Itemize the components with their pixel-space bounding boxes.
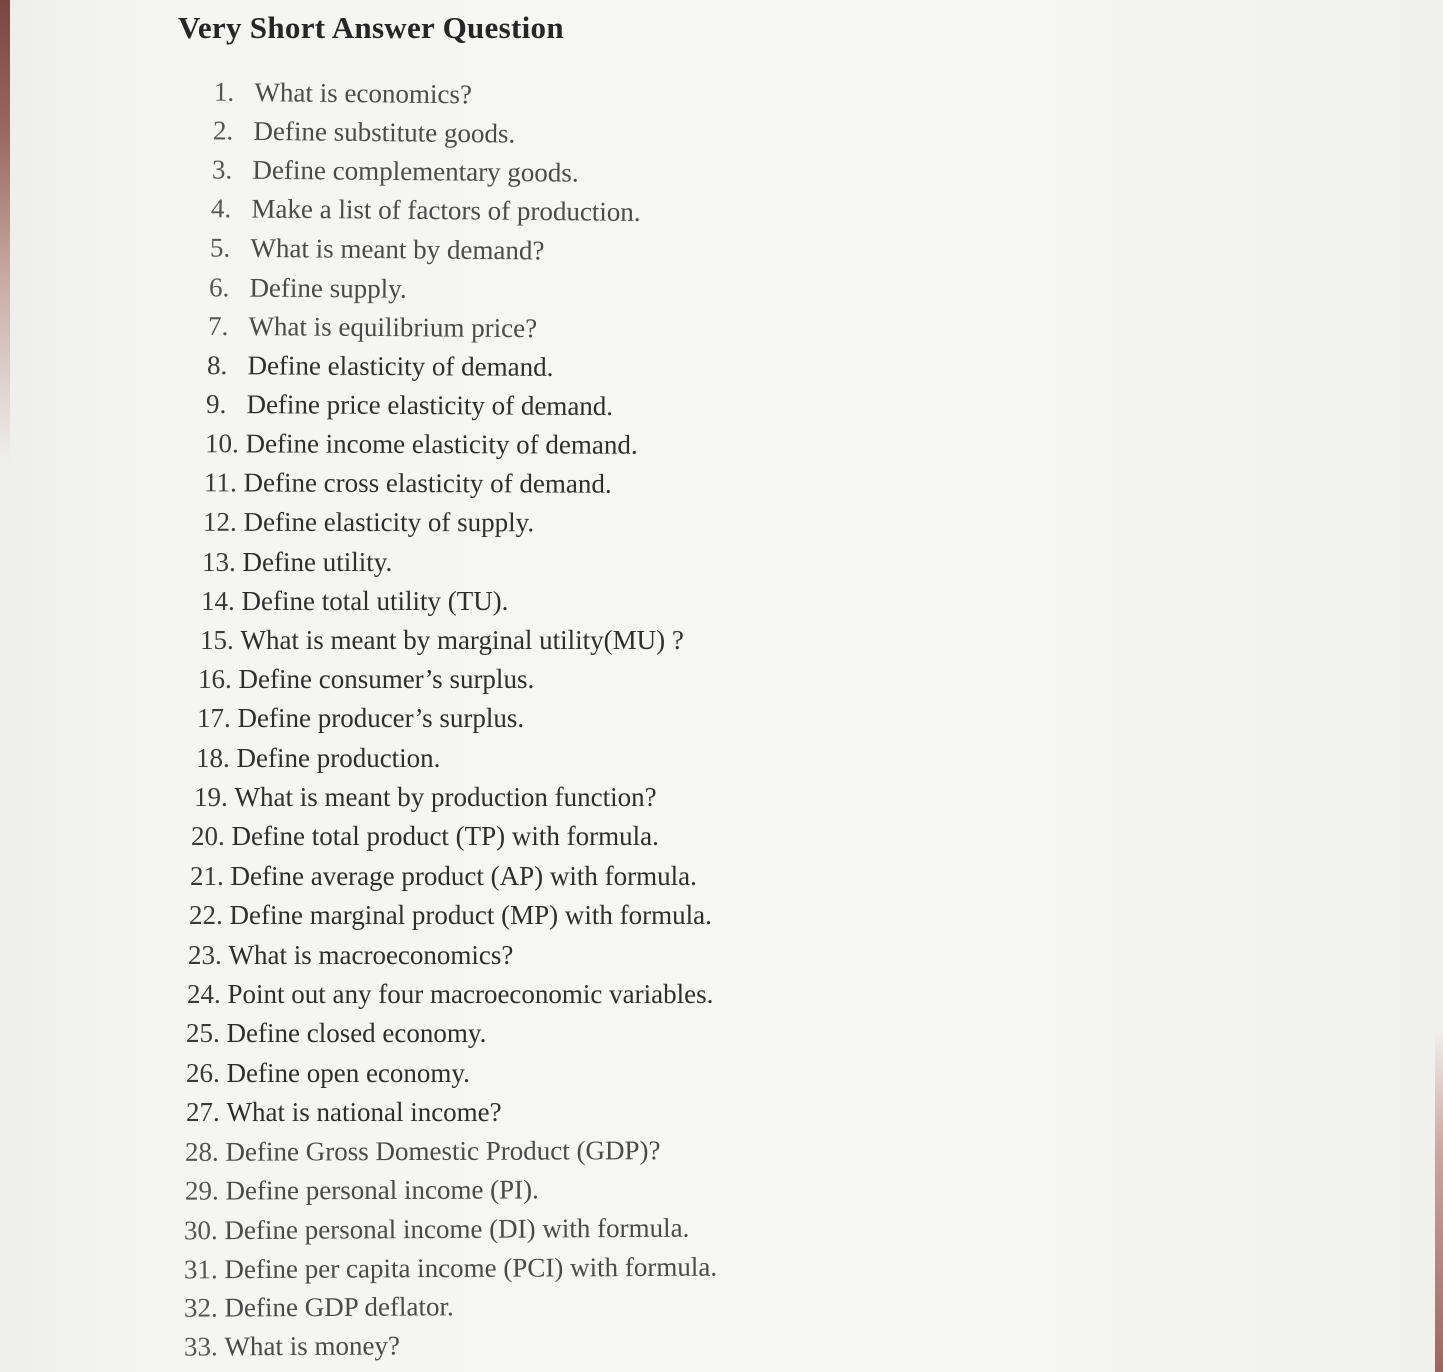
question-text: Define total product (TP) with formula. [231, 821, 659, 851]
question-text: Define production. [236, 743, 441, 773]
question-text: Define consumer’s surplus. [238, 664, 535, 694]
question-item [198, 663, 534, 695]
question-number: 6. [208, 272, 230, 303]
question-text: What is economics? [254, 77, 473, 110]
question-item [184, 1251, 717, 1286]
question-number: 23. [188, 940, 222, 970]
question-number: 13. [202, 547, 236, 577]
question-text: What is money? [224, 1330, 401, 1362]
question-item [204, 466, 612, 499]
question-item [184, 1290, 454, 1323]
question-number: 18. [196, 743, 230, 773]
question-text: Define supply. [249, 272, 407, 304]
question-text: What is macroeconomics? [228, 940, 514, 970]
question-number: 24. [187, 979, 221, 1009]
question-item [208, 310, 537, 344]
question-text: Define personal income (PI). [225, 1174, 539, 1206]
question-item [186, 1057, 470, 1089]
question-item [201, 585, 508, 617]
question-item [211, 192, 641, 228]
question-text: Define GDP deflator. [224, 1291, 454, 1323]
question-number: 5. [209, 232, 231, 263]
question-number: 28. [184, 1136, 219, 1167]
question-number: 3. [211, 154, 233, 185]
question-text: Define complementary goods. [252, 154, 579, 188]
question-number: 4. [210, 193, 232, 224]
question-number: 25. [186, 1018, 220, 1048]
question-number: 27. [186, 1097, 220, 1127]
question-text: Define personal income (DI) with formula. [224, 1212, 690, 1246]
question-text: Define closed economy. [226, 1018, 487, 1048]
question-item [185, 1134, 661, 1168]
page-left-edge-shadow [0, 0, 10, 460]
question-text: What is meant by production function? [234, 782, 657, 812]
question-number: 10. [204, 428, 239, 459]
question-text: Define Gross Domestic Product (GDP)? [225, 1135, 661, 1167]
question-number: 17. [197, 703, 231, 733]
question-number: 21. [190, 861, 224, 891]
question-item [202, 546, 392, 578]
question-number: 8. [206, 350, 228, 381]
question-number: 30. [183, 1215, 218, 1246]
question-text: Define cross elasticity of demand. [243, 467, 612, 499]
question-number: 33. [183, 1331, 218, 1362]
question-text: Define elasticity of supply. [243, 506, 535, 538]
question-number: 14. [201, 586, 235, 616]
question-text: Define utility. [242, 547, 393, 577]
question-text: What is equilibrium price? [248, 311, 538, 344]
question-item [213, 114, 516, 149]
question-text: Define per capita income (PCI) with formula. [224, 1251, 718, 1285]
question-number: 12. [202, 506, 237, 537]
question-item [197, 702, 524, 734]
question-text: Define producer’s surplus. [237, 703, 525, 733]
question-item [186, 1096, 502, 1128]
question-text: What is meant by demand? [250, 232, 545, 266]
question-number: 19. [194, 782, 228, 812]
question-item [200, 624, 684, 656]
question-text: Point out any four macroeconomic variables. [227, 979, 714, 1009]
question-item [212, 153, 579, 188]
question-number: 11. [203, 467, 237, 498]
question-item [186, 1017, 486, 1049]
question-text: Define marginal product (MP) with formula. [229, 900, 712, 930]
question-number: 7. [207, 310, 229, 341]
question-item [191, 820, 659, 852]
question-item [194, 781, 657, 813]
question-number: 1. [213, 76, 235, 107]
question-item [196, 742, 440, 774]
question-item [210, 232, 545, 267]
question-item [184, 1329, 400, 1362]
question-number: 20. [191, 821, 225, 851]
question-item [187, 978, 713, 1010]
question-number: 2. [212, 115, 234, 146]
question-number: 16. [198, 664, 232, 694]
question-text: Define elasticity of demand. [247, 350, 554, 382]
question-text: Make a list of factors of production. [251, 193, 641, 227]
question-text: Define average product (AP) with formula. [230, 861, 697, 891]
question-number: 15. [200, 625, 234, 655]
question-item [206, 388, 613, 422]
question-number: 32. [183, 1292, 218, 1323]
question-item [189, 899, 712, 931]
question-number: 29. [184, 1175, 219, 1206]
question-item [207, 349, 554, 383]
question-text: Define open economy. [226, 1058, 470, 1088]
question-number: 26. [186, 1058, 220, 1088]
page-right-edge-shadow [1435, 1030, 1443, 1372]
question-item [214, 76, 472, 111]
question-text: What is national income? [226, 1097, 502, 1127]
question-text: Define substitute goods. [253, 115, 516, 149]
question-number: 9. [205, 388, 227, 420]
question-text: Define income elasticity of demand. [245, 428, 638, 460]
section-heading: Very Short Answer Question [178, 10, 564, 45]
question-text: Define price elasticity of demand. [246, 389, 614, 422]
question-item [188, 939, 513, 971]
question-item [190, 860, 697, 892]
question-item [185, 1173, 539, 1206]
question-text: What is meant by marginal utility(MU) ? [240, 625, 684, 655]
question-text: Define total utility (TU). [241, 586, 509, 616]
question-item [209, 271, 407, 304]
question-number: 31. [183, 1254, 218, 1285]
question-item [203, 506, 534, 539]
question-item [205, 427, 638, 461]
question-number: 22. [189, 900, 223, 930]
question-item [184, 1212, 690, 1247]
